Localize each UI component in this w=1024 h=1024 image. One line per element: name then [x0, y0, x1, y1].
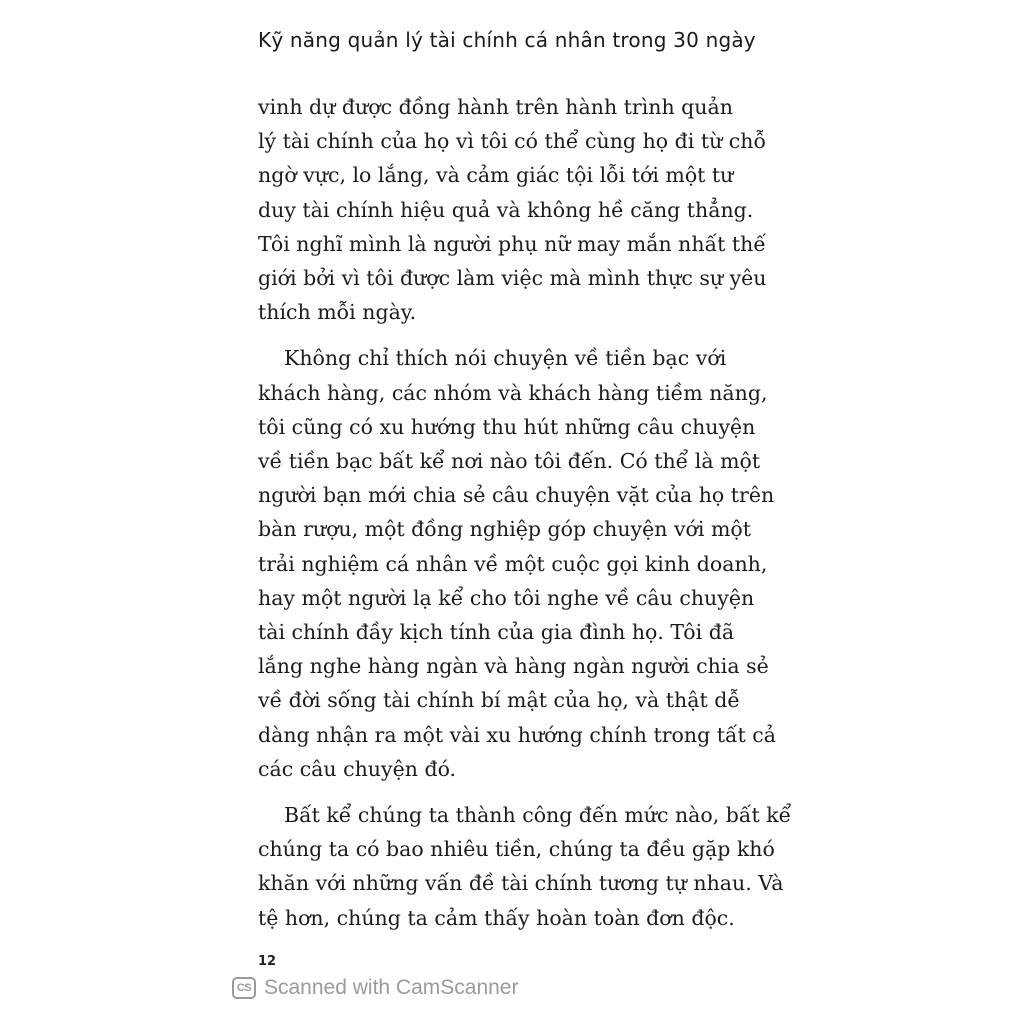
text-line: người bạn mới chia sẻ câu chuyện vặt của họ trên — [258, 483, 775, 508]
text-line: ngờ vực, lo lắng, và cảm giác tội lỗi tới một tư — [258, 163, 734, 188]
camscanner-watermark — [232, 976, 518, 1000]
text-line: các câu chuyện đó. — [258, 756, 457, 781]
watermark-text: Scanned with CamScanner — [264, 976, 519, 999]
text-line: chúng ta có bao nhiêu tiền, chúng ta đều gặp khó — [258, 837, 775, 862]
text-line: Bất kể chúng ta thành công đến mức nào, bất kể — [284, 803, 792, 828]
text-line: bàn rượu, một đồng nghiệp góp chuyện với một — [258, 517, 751, 542]
text-line: giới bởi vì tôi được làm việc mà mình thực sự yêu — [258, 266, 767, 291]
text-line: Không chỉ thích nói chuyện về tiền bạc với — [284, 346, 727, 371]
paragraph-2 — [258, 341, 778, 786]
text-line: thích mỗi ngày. — [258, 300, 417, 325]
running-header: Kỹ năng quản lý tài chính cá nhân trong 30 ngày — [258, 28, 756, 52]
text-line: về đời sống tài chính bí mật của họ, và thật dễ — [258, 688, 740, 713]
text-line: về tiền bạc bất kể nơi nào tôi đến. Có thể là một — [258, 449, 761, 474]
paragraph-3 — [258, 798, 792, 935]
text-line: khách hàng, các nhóm và khách hàng tiềm năng, — [258, 380, 768, 405]
text-line: hay một người lạ kể cho tôi nghe về câu chuyện — [258, 585, 755, 610]
camscanner-logo-icon: CS — [232, 977, 256, 999]
text-line: lắng nghe hàng ngàn và hàng ngàn người chia sẻ — [258, 654, 769, 679]
text-line: Tôi nghĩ mình là người phụ nữ may mắn nhất thế — [258, 231, 766, 256]
text-line: lý tài chính của họ vì tôi có thể cùng họ đi từ chỗ — [258, 129, 767, 154]
text-line: tài chính đầy kịch tính của gia đình họ. Tôi đã — [258, 620, 735, 645]
body-text — [258, 90, 792, 947]
paragraph-1 — [258, 90, 778, 329]
text-line: trải nghiệm cá nhân về một cuộc gọi kinh doanh, — [258, 551, 768, 576]
text-line: duy tài chính hiệu quả và không hề căng thẳng. — [258, 197, 754, 222]
text-line: khăn với những vấn đề tài chính tương tự nhau. Và — [258, 871, 784, 896]
page-number: 12 — [258, 954, 277, 969]
text-line: tệ hơn, chúng ta cảm thấy hoàn toàn đơn độc. — [258, 905, 735, 930]
text-line: vinh dự được đồng hành trên hành trình quản — [258, 95, 733, 119]
text-line: dàng nhận ra một vài xu hướng chính trong tất cả — [258, 722, 776, 747]
text-line: tôi cũng có xu hướng thu hút những câu chuyện — [258, 414, 756, 439]
